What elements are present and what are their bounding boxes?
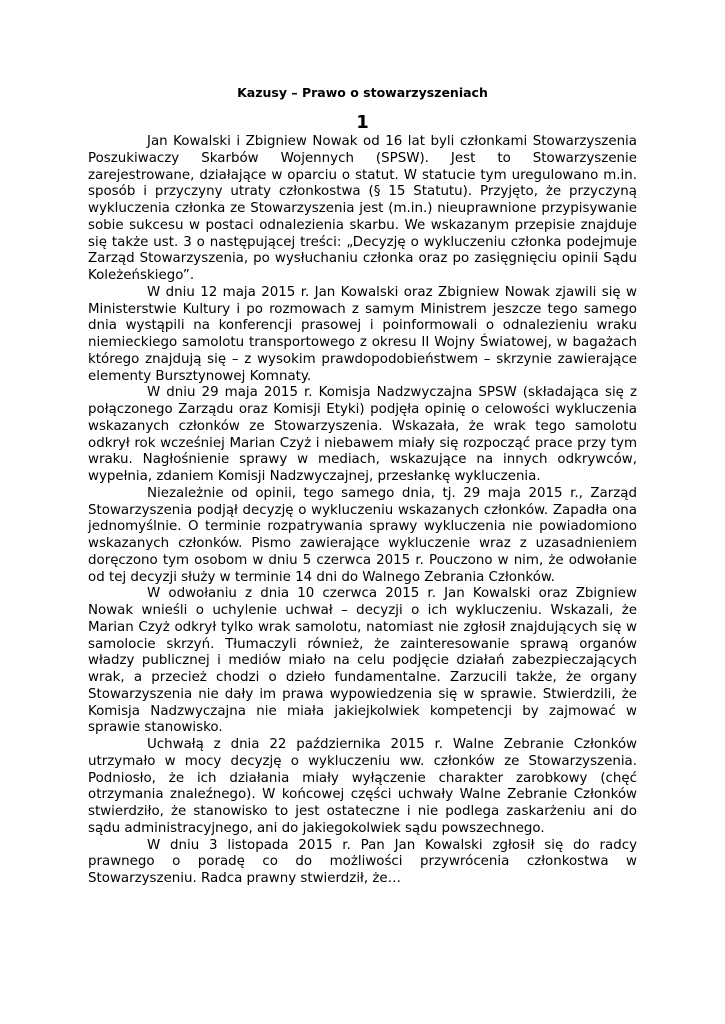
- paragraph: W dniu 29 maja 2015 r. Komisja Nadzwyczajna SPSW (składająca się z połączonego Zarządu oraz Komisji Etyki) podjęła opinię o celowości wykluczenia wskazanych członków ze Stowarzyszenia. Wskazała, że wrak tego samolotu odkrył rok wcześniej Marian Czyż i niebawem miały się rozpocząć prace przy tym wraku. Nagłośnienie sprawy w mediach, wskazujące na innych odkrywców, wypełnia, zdaniem Komisji Nadzwyczajnej, przesłankę wykluczenia.: [88, 385, 637, 484]
- document-page: [88, 84, 637, 888]
- paragraph: W dniu 12 maja 2015 r. Jan Kowalski oraz Zbigniew Nowak zjawili się w Ministerstwie Kultury i po rozmowach z samym Ministrem jeszcze tego samego dnia wystąpili na konferencji prasowej i poinformowali o odnalezieniu wraku niemieckiego samolotu transportowego z okresu II Wojny Światowej, w bagażach którego znajdują się – z wysokim prawdopodobieństwem – skrzynie zawierające elementy Bursztynowej Komnaty.: [88, 284, 637, 384]
- paragraph: Jan Kowalski i Zbigniew Nowak od 16 lat byli członkami Stowarzyszenia Poszukiwaczy Skarbów Wojennych (SPSW). Jest to Stowarzyszenie zarejestrowane, działające w oparciu o statut. W statucie tym uregulowano m.in. sposób i przyczyny utraty członkostwa (§ 15 Statutu). Przyjęto, że przyczyną wykluczenia członka ze Stowarzyszenia jest (m.in.) nieuprawnione przypisywanie sobie sukcesu w postaci odnalezienia skarbu. We wskazanym przepisie znajduje się także ust. 3 o następującej treści: „Decyzję o wykluczeniu członka podejmuje Zarząd Stowarzyszenia, po wysłuchaniu członka oraz po zasięgnięciu opinii Sądu Koleżeńskiego”.: [88, 134, 637, 283]
- paragraph: Niezależnie od opinii, tego samego dnia, tj. 29 maja 2015 r., Zarząd Stowarzyszenia podjął decyzję o wykluczeniu wskazanych członków. Zapadła ona jednomyślnie. O terminie rozpatrywania sprawy wykluczenia nie powiadomiono wskazanych członków. Pismo zawierające wykluczenie wraz z uzasadnieniem doręczono tym osobom w dniu 5 czerwca 2015 r. Pouczono w nim, że odwołanie od tej decyzji służy w terminie 14 dni do Walnego Zebrania Członków.: [88, 485, 637, 585]
- case-number: 1: [356, 112, 369, 133]
- paragraph: W dniu 3 listopada 2015 r. Pan Jan Kowalski zgłosił się do radcy prawnego o poradę co do możliwości przywrócenia członkostwa w Stowarzyszeniu. Radca prawny stwierdził, że…: [88, 837, 637, 886]
- paragraph: W odwołaniu z dnia 10 czerwca 2015 r. Jan Kowalski oraz Zbigniew Nowak wnieśli o uchylenie uchwał – decyzji o ich wykluczeniu. Wskazali, że Marian Czyż odkrył tylko wrak samolotu, natomiast nie zgłosił znajdujących się w samolocie skrzyń. Tłumaczyli również, że zainteresowanie sprawą organów władzy publicznej i mediów miało na celu podjęcie działań zabezpieczających wrak, a przecież chodzi o dzieło fundamentalne. Zarzucili także, że organy Stowarzyszenia nie dały im prawa wypowiedzenia się w sprawie. Stwierdzili, że Komisja Nadzwyczajna nie miała jakiejkolwiek kompetencji by zajmować w sprawie stanowisko.: [88, 586, 637, 736]
- document-title: Kazusy – Prawo o stowarzyszeniach: [237, 85, 488, 100]
- paragraph: Uchwałą z dnia 22 października 2015 r. Walne Zebranie Członków utrzymało w mocy decyzję o wykluczeniu ww. członków ze Stowarzyszenia. Podniosło, że ich działania miały wyłączenie charakter zarobkowy (chęć otrzymania znaleźnego). W końcowej części uchwały Walne Zebranie Członków stwierdziło, że stanowisko to jest ostateczne i nie podlega zaskarżeniu ani do sądu administracyjnego, ani do jakiegokolwiek sądu powszechnego.: [88, 737, 637, 836]
